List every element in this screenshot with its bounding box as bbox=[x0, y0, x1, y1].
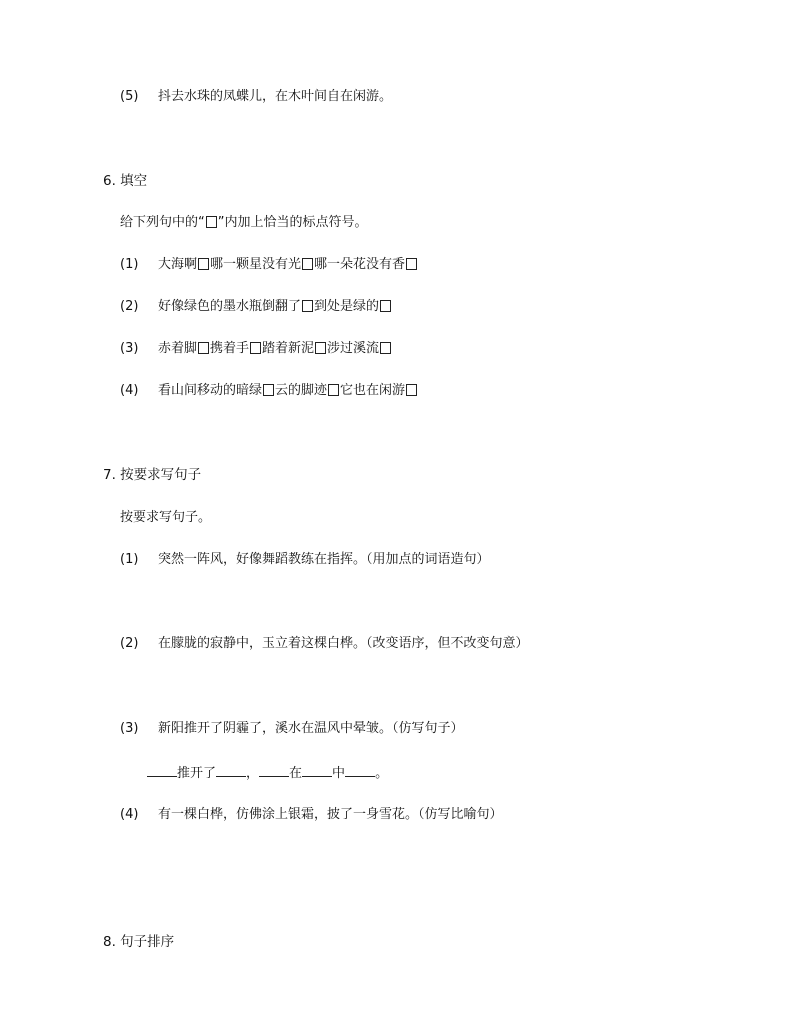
s6-item-1: (1) 大海啊 哪一颗星没有光 哪一朵花没有香 bbox=[120, 256, 418, 274]
answer-blank[interactable] bbox=[259, 764, 289, 777]
punctuation-box[interactable] bbox=[263, 384, 274, 396]
punctuation-box[interactable] bbox=[406, 384, 417, 396]
section-7-heading: 7. 按要求写句子 bbox=[103, 467, 202, 483]
s7-item-1: (1) 突然一阵风，好像舞蹈教练在指挥。（用加点的词语造句） bbox=[120, 552, 490, 567]
answer-blank[interactable] bbox=[216, 764, 246, 777]
s6-item-2: (2) 好像绿色的墨水瓶倒翻了 到处是绿的 bbox=[120, 298, 392, 316]
answer-blank[interactable] bbox=[345, 764, 375, 777]
s6-item-3: (3) 赤着脚 携着手 踏着新泥 涉过溪流 bbox=[120, 340, 392, 358]
punctuation-box[interactable] bbox=[315, 342, 326, 354]
item-number: (5) bbox=[120, 89, 139, 104]
punctuation-box[interactable] bbox=[380, 342, 391, 354]
answer-blank[interactable] bbox=[302, 764, 332, 777]
q5-item bbox=[120, 88, 392, 106]
punctuation-box[interactable] bbox=[250, 342, 261, 354]
section-8-heading: 8. 句子排序 bbox=[103, 934, 175, 950]
s7-item-4: (4) 有一棵白桦，仿佛涂上银霜，披了一身雪花。（仿写比喻句） bbox=[120, 807, 503, 822]
answer-blank[interactable] bbox=[147, 764, 177, 777]
punctuation-box bbox=[206, 216, 217, 228]
punctuation-box[interactable] bbox=[302, 300, 313, 312]
s7-item-2: (2) 在朦胧的寂静中，玉立着这棵白桦。（改变语序，但不改变句意） bbox=[120, 636, 529, 651]
punctuation-box[interactable] bbox=[198, 258, 209, 270]
fill-in-template: 推开了 ， 在 中 。 bbox=[147, 764, 388, 783]
punctuation-box[interactable] bbox=[198, 342, 209, 354]
section-6-instruction: 给下列句中的“ ”内加上恰当的标点符号。 bbox=[120, 215, 368, 230]
punctuation-box[interactable] bbox=[328, 384, 339, 396]
item-text: 抖去水珠的凤蝶儿，在木叶间自在闲游。 bbox=[158, 89, 393, 104]
s7-item-3: (3) 新阳推开了阴霾了，溪水在温风中晕皱。（仿写句子） bbox=[120, 721, 464, 736]
punctuation-box[interactable] bbox=[302, 258, 313, 270]
punctuation-box[interactable] bbox=[380, 300, 391, 312]
s6-item-4: (4) 看山间移动的暗绿 云的脚迹 它也在闲游 bbox=[120, 382, 418, 400]
section-6-heading: 6. 填空 bbox=[103, 173, 148, 189]
section-7-instruction: 按要求写句子。 bbox=[120, 510, 212, 525]
punctuation-box[interactable] bbox=[406, 258, 417, 270]
